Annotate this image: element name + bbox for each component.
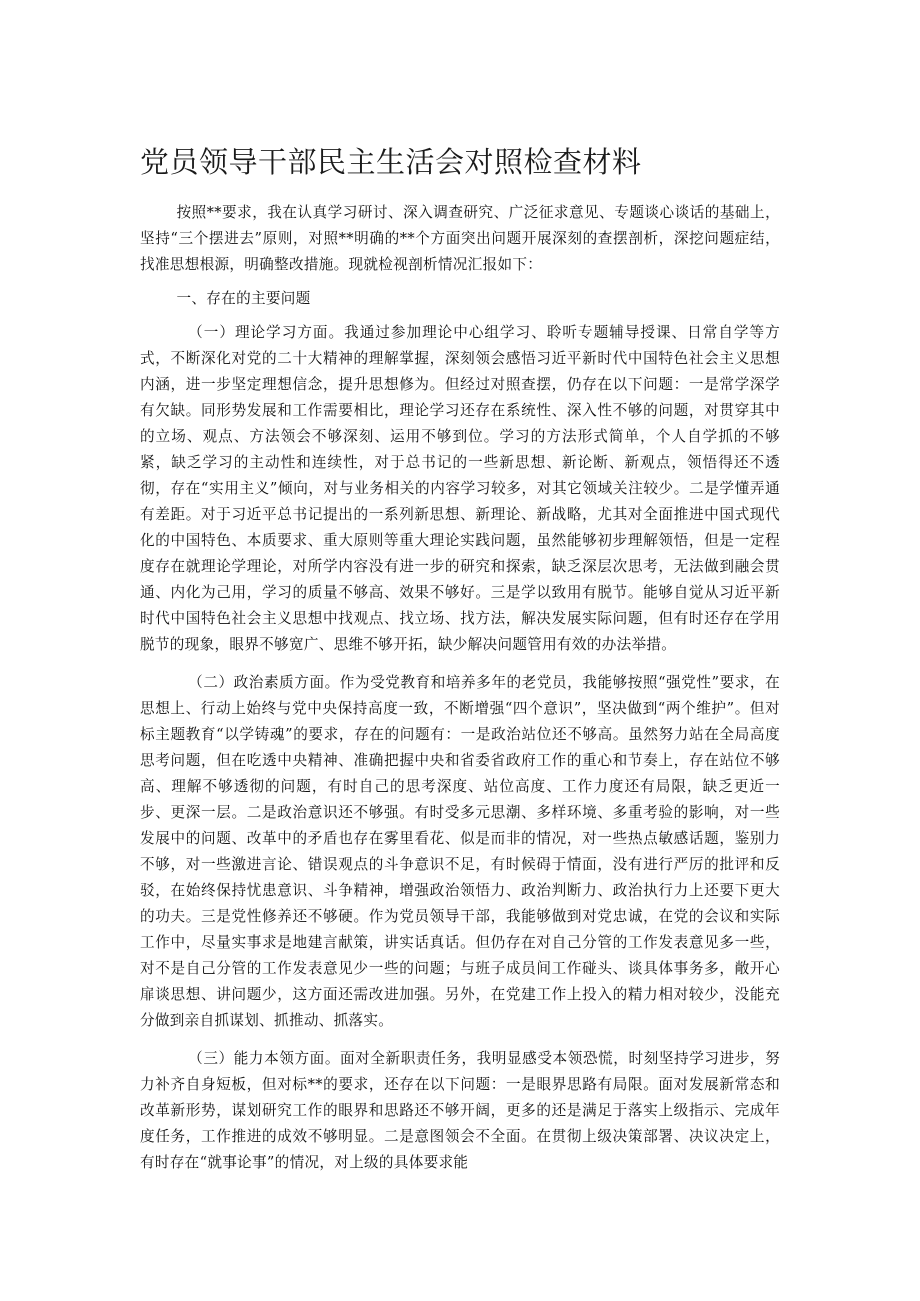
intro-paragraph: 按照**要求，我在认真学习研讨、深入调查研究、广泛征求意见、专题谈心谈话的基础上，坚持“三个摆进去”原则，对照**明确的**个方面突出问题开展深刻的查摆剖析，深挖问题症结，找准思想根源，明确整改措施。现就检视剖析情况汇报如下： (140, 204, 780, 273)
section-theory-study: （一）理论学习方面。我通过参加理论中心组学习、聆听专题辅导授课、日常自学等方式，不断深化对党的二十大精神的理解掌握，深刻领会感悟习近平新时代中国特色社会主义思想内涵，进一步坚定理想信念，提升思想修为。但经过对照查摆，仍存在以下问题：一是常学深学有欠缺。同形势发展和工作需要相比，理论学习还存在系统性、深入性不够的问题，对贯穿其中的立场、观点、方法领会不够深刻、运用不够到位。学习的方法形式简单，个人自学抓的不够紧，缺乏学习的主动性和连续性，对于总书记的一些新思想、新论断、新观点，领悟得还不透彻，存在“实用主义”倾向，对与业务相关的内容学习较多，对其它领域关注较少。二是学懂弄通有差距。对于习近平总书记提出的一系列新思想、新理论、新战略，尤其对全面推进中国式现代化的中国特色、本质要求、重大原则等重大理论实践问题，虽然能够初步理解领悟，但是一定程度存在就理论学理论，对所学内容没有进一步的研究和探索，缺乏深层次思考，无法做到融会贯通、内化为己用，学习的质量不够高、效果不够好。三是学以致用有脱节。能够自觉从习近平新时代中国特色社会主义思想中找观点、找立场、找方法，解决发展实际问题，但有时还存在学用脱节的现象，眼界不够宽广、思维不够开拓，缺少解决问题管用有效的办法举措。 (140, 324, 780, 653)
section-ability: （三）能力本领方面。面对全新职责任务，我明显感受本领恐慌，时刻坚持学习进步，努力补齐自身短板，但对标**的要求，还存在以下问题：一是眼界思路有局限。面对发展新常态和改革新形势，谋划研究工作的眼界和思路还不够开阔，更多的还是满足于落实上级指示、完成年度任务，工作推进的成效不够明显。二是意图领会不全面。在贯彻上级决策部署、决议决定上，有时存在“就事论事”的情况，对上级的具体要求能 (140, 1050, 780, 1171)
document-title: 党员领导干部民主生活会对照检查材料 (140, 145, 642, 179)
section-heading-main-problems: 一、存在的主要问题 (176, 290, 311, 307)
section-political-quality: （二）政治素质方面。作为受党教育和培养多年的老党员，我能够按照“强党性”要求，在思想上、行动上始终与党中央保持高度一致，不断增强“四个意识”，坚决做到“两个维护”。但对标主题教育“以学铸魂”的要求，存在的问题有：一是政治站位还不够高。虽然努力站在全局高度思考问题，但在吃透中央精神、准确把握中央和省委省政府工作的重心和节奏上，存在站位不够高、理解不够透彻的问题，有时自己的思考深度、站位高度、工作力度还有局限，缺乏更近一步、更深一层。二是政治意识还不够强。有时受多元思潮、多样环境、多重考验的影响，对一些发展中的问题、改革中的矛盾也存在雾里看花、似是而非的情况，对一些热点敏感话题，鉴别力不够，对一些激进言论、错误观点的斗争意识不足，有时候碍于情面，没有进行严厉的批评和反驳，在始终保持忧患意识、斗争精神，增强政治领悟力、政治判断力、政治执行力上还要下更大的功夫。三是党性修养还不够硬。作为党员领导干部，我能够做到对党忠诚，在党的会议和实际工作中，尽量实事求是地建言献策，讲实话真话。但仍存在对自己分管的工作发表意见多一些，对不是自己分管的工作发表意见少一些的问题；与班子成员间工作碰头、谈具体事务多，敞开心扉谈思想、讲问题少，这方面还需改进加强。另外，在党建工作上投入的精力相对较少，没能充分做到亲自抓谋划、抓推动、抓落实。 (140, 674, 780, 1029)
